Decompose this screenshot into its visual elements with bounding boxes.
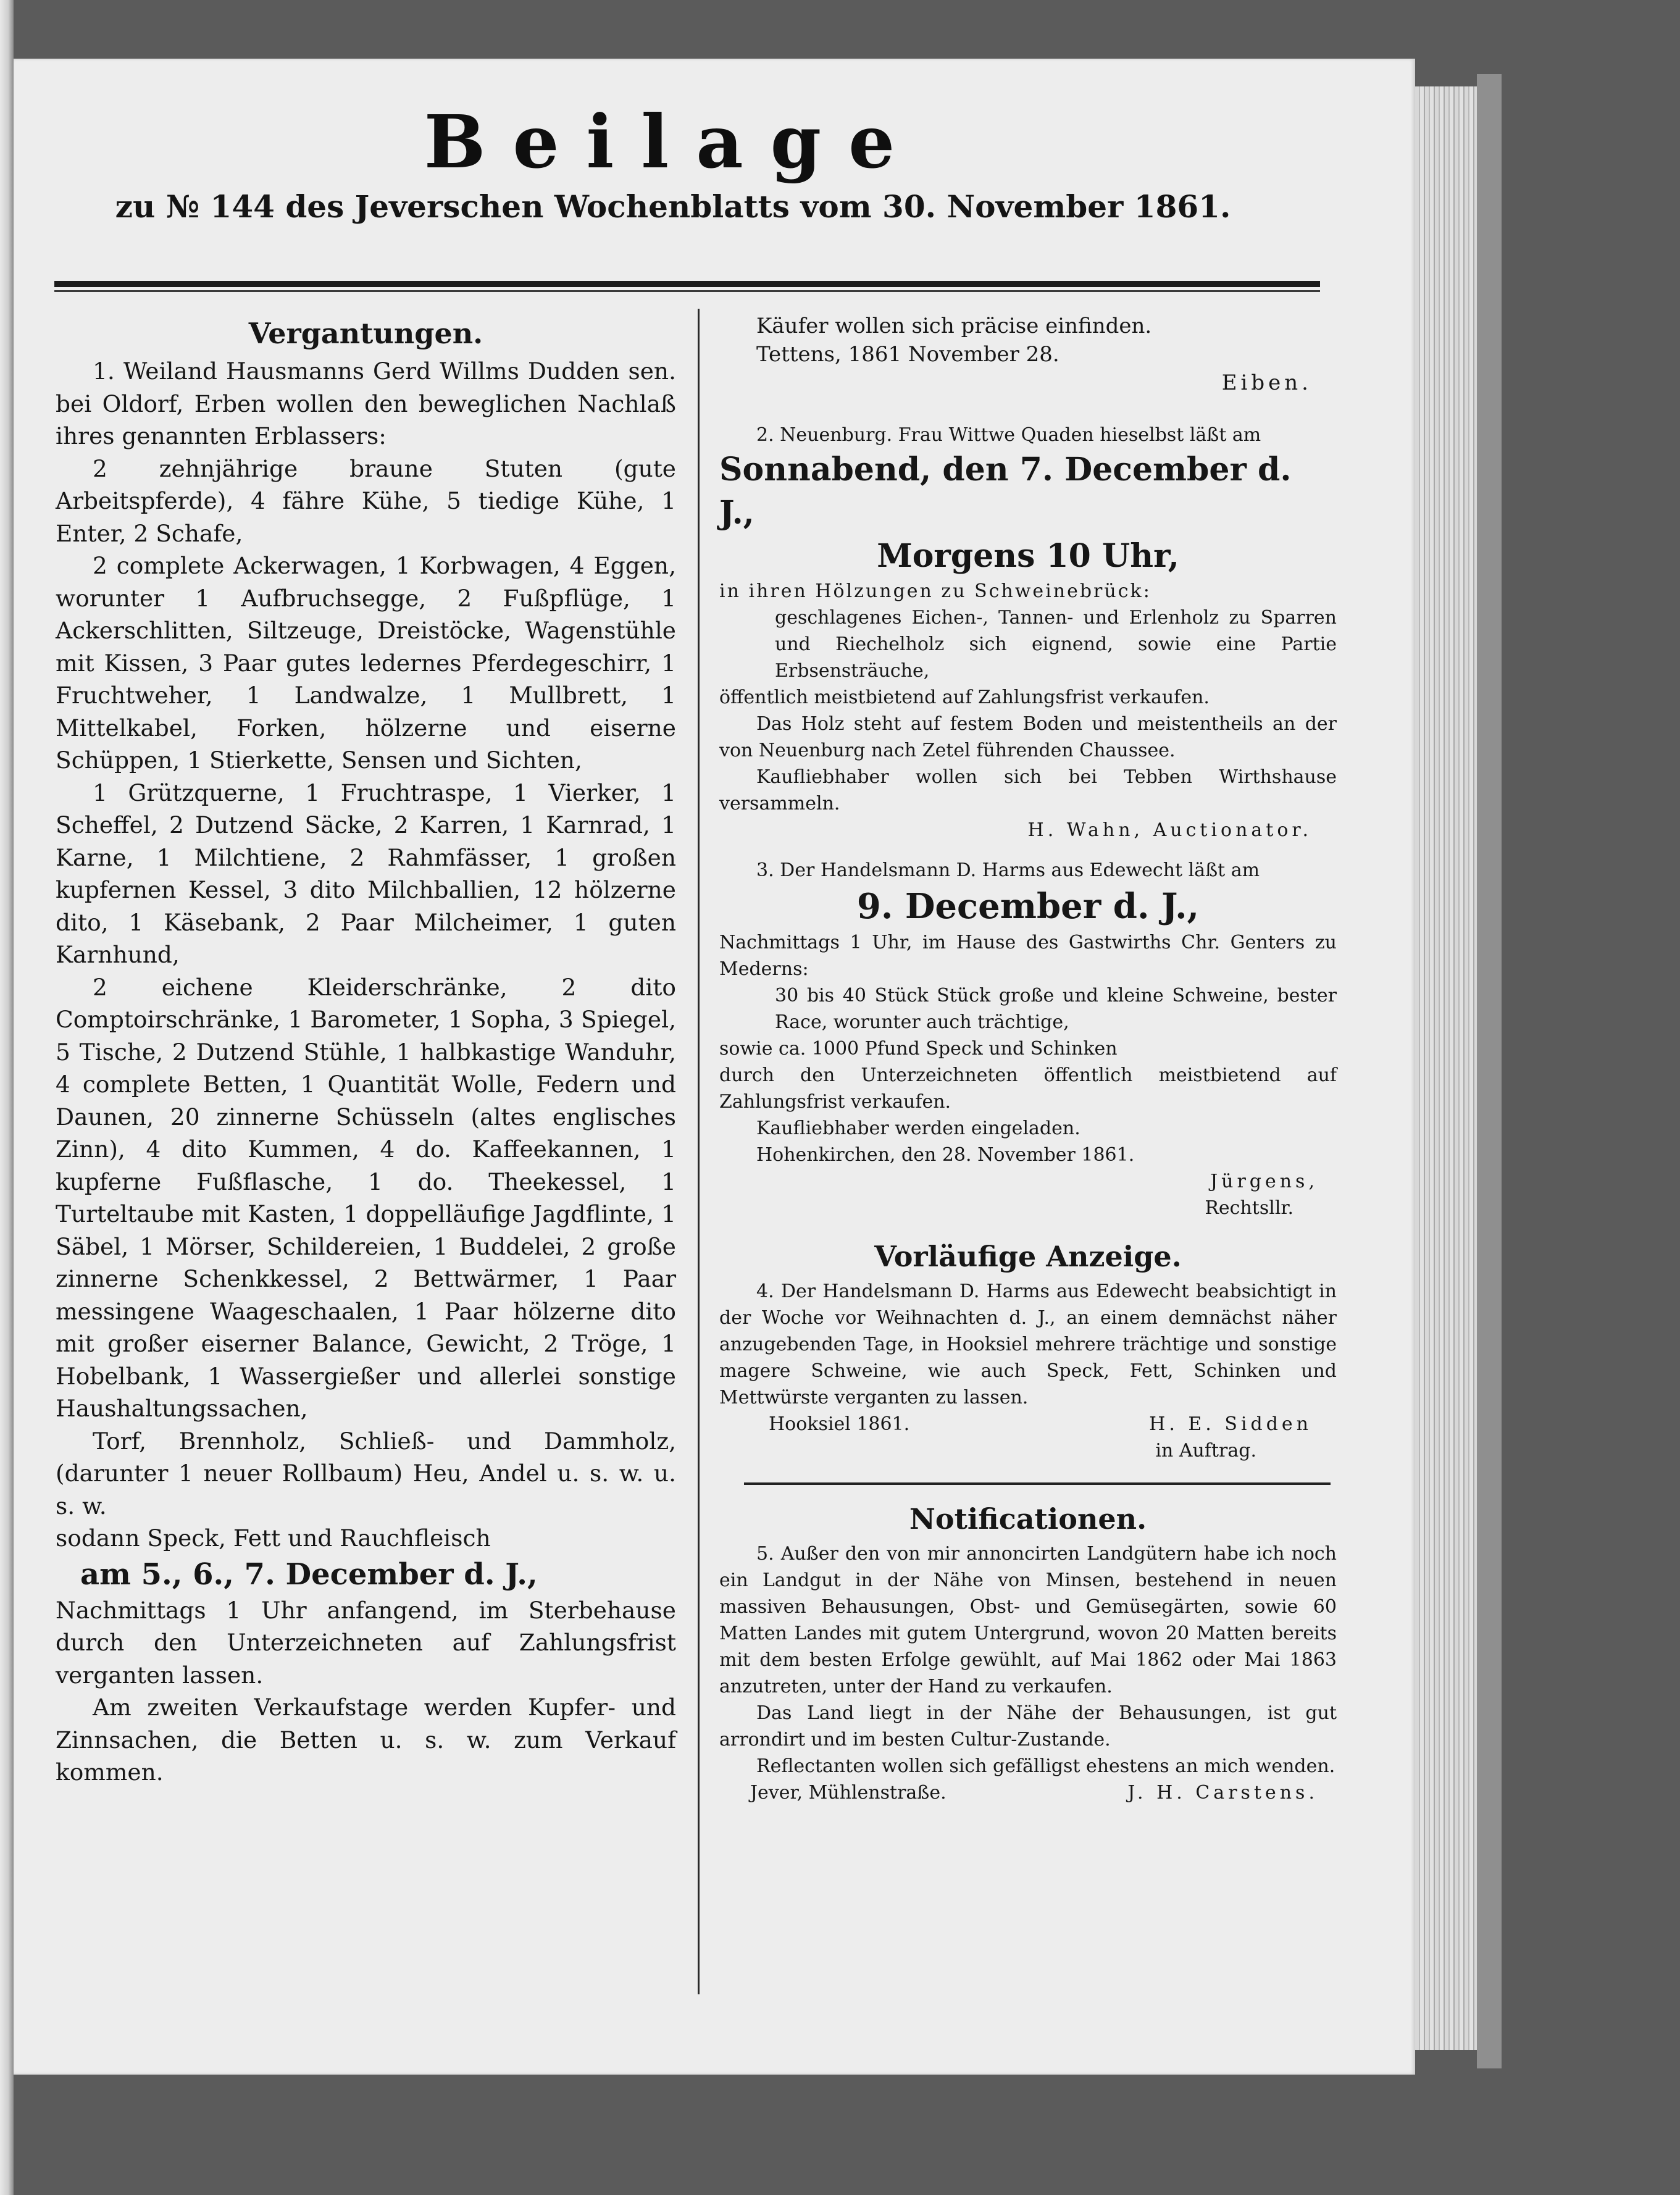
notice-2-meeting-note: Kaufliebhaber wollen sich bei Tebben Wirthshause versammeln.: [719, 766, 1337, 814]
page-subtitle: zu № 144 des Jeverschen Wochenblatts vom 30. November 1861.: [115, 188, 1231, 225]
notice-2-time: Morgens 10 Uhr,: [877, 537, 1179, 575]
notice-2-wood-note: Das Holz steht auf festem Boden und meistentheils an der von Neuenburg nach Zetel führenden Chaussee.: [719, 713, 1337, 761]
header-rule-thin: [54, 290, 1320, 292]
notice-3-intro: 3. Der Handelsmann D. Harms aus Edewecht läßt am: [756, 859, 1260, 881]
notice-2-date: Sonnabend, den 7. December d. J.,: [719, 451, 1292, 532]
notice-5-text: 5. Außer den von mir annoncirten Landgütern habe ich noch ein Landgut in der Nähe von Minsen, bestehend in neuen massiven Behausungen, Obst- und Gemüsegärten, sowie 60 Matten Landes mit gutem Untergrund, wovon 20 Matten bereits mit dem besten Erfolge gewühlt, auf Mai 1862 oder Mai 1863 anzutreten, unter der Hand zu verkaufen.: [719, 1543, 1337, 1697]
notice-3-signature-name: Jürgens,: [1210, 1171, 1318, 1192]
notice-3-place-date: Hohenkirchen, den 28. November 1861.: [756, 1144, 1135, 1166]
book-cover-edge: [1477, 74, 1502, 2068]
notice-3-items: 30 bis 40 Stück Stück große und kleine Schweine, bester Race, worunter auch trächtige,: [775, 985, 1337, 1033]
notice-5-signature: J. H. Carstens.: [1127, 1782, 1318, 1804]
notice-4-signature-name: H. E. Sidden: [1149, 1413, 1312, 1435]
notice-1-intro: 1. Weiland Hausmanns Gerd Willms Dudden sen. bei Oldorf, Erben wollen den beweglichen Nachlaß ihres genannten Erblassers:: [56, 357, 676, 449]
spacer: [719, 843, 1337, 857]
section-heading-notificationen: Notificationen.: [909, 1502, 1147, 1536]
page-title: Beilage: [424, 99, 922, 185]
notice-1-continuation: Käufer wollen sich präcise einfinden.: [756, 314, 1152, 338]
masthead: [0, 99, 1346, 228]
section-heading-vorlaeufige-anzeige: Vorläufige Anzeige.: [874, 1240, 1182, 1273]
notice-4-text: 4. Der Handelsmann D. Harms aus Edewecht beabsichtigt in der Woche vor Weihnachten d. J., an einem demnächst näher anzugebenden Tage, in Hooksiel mehrere trächtige und sonstige magere Schweine, wie auch Speck, Fett, Schinken und Mettwürste verganten zu lassen.: [719, 1281, 1337, 1408]
notice-5-place: Jever, Mühlenstraße.: [750, 1782, 947, 1804]
notice-5-land-note: Das Land liegt in der Nähe der Behausungen, ist gut arrondirt und im besten Cultur-Zustande.: [719, 1702, 1337, 1750]
notice-2-intro: 2. Neuenburg. Frau Wittwe Quaden hieselbst läßt am: [756, 424, 1261, 446]
notice-1-smoked-goods: sodann Speck, Fett und Rauchfleisch: [56, 1524, 491, 1552]
notice-3-date: 9. December d. J.,: [856, 886, 1200, 927]
notice-1-place-date: Tettens, 1861 November 28.: [756, 342, 1059, 367]
notice-1-list-farm-equipment: 2 complete Ackerwagen, 1 Korbwagen, 4 Eggen, worunter 1 Aufbruchsegge, 2 Fußpflüge, 1 Ackerschlitten, Siltzeuge, Dreistöcke, Wagenstühle mit Kissen, 3 Paar gutes ledernes Pferdegeschirr, 1 Fruchtweher, 1 Landwalze, 1 Mullbrett, 1 Mittelkabel, Forken, hölzerne und eiserne Schüppen, 1 Stierkette, Sensen und Sichten,: [56, 552, 676, 774]
notice-1-list-dairy: 1 Grützquerne, 1 Fruchtraspe, 1 Vierker, 1 Scheffel, 2 Dutzend Säcke, 2 Karren, 1 Karnrad, 1 Karne, 1 Milchtiene, 2 Rahmfässer, 1 großen kupfernen Kessel, 3 dito Milchballien, 12 hölzerne dito, 1 Käsebank, 2 Paar Milcheimer, 1 guten Karnhund,: [56, 779, 676, 968]
notice-1-list-fuel: Torf, Brennholz, Schließ- und Dammholz, (darunter 1 neuer Rollbaum) Heu, Andel u. s. w. u. s. w.: [56, 1427, 676, 1520]
notice-1-list-household: 2 eichene Kleiderschränke, 2 dito Comptoirschränke, 1 Barometer, 1 Sopha, 3 Spiegel, 5 Tische, 2 Dutzend Stühle, 1 halbkastige Wanduhr, 4 complete Betten, 1 Quantität Wolle, Federn und Daunen, 20 zinnerne Schüsseln (altes englisches Zinn), 4 dito Kummen, 4 do. Kaffeekannen, 1 kupferne Fußflasche, 1 do. Theekessel, 1 Turteltaube mit Kasten, 1 doppelläufige Jagdflinte, 1 Säbel, 1 Mörser, Schildereien, 1 Buddelei, 2 große zinnerne Schenkkessel, 2 Bettwärmer, 1 Paar messingene Waageschaalen, 1 Paar hölzerne dito mit großer eiserner Balance, Gewicht, 2 Tröge, 1 Hobelbank, 1 Wassergießer und allerlei sonstige Haushaltungssachen,: [56, 973, 676, 1422]
notice-2-items: geschlagenes Eichen-, Tannen- und Erlenholz zu Sparren und Riechelholz sich eignend, sowie eine Partie Erbsensträuche,: [775, 607, 1337, 682]
notice-3-time-place: Nachmittags 1 Uhr, im Hause des Gastwirths Chr. Genters zu Mederns:: [719, 932, 1337, 980]
right-column: [719, 312, 1337, 1806]
section-heading-vergantungen: Vergantungen.: [248, 317, 483, 350]
notice-3-signature-title: Rechtsllr.: [1205, 1197, 1293, 1219]
notice-1-dates: am 5., 6., 7. December d. J.,: [80, 1557, 538, 1592]
section-divider-rule: [744, 1482, 1331, 1485]
spacer: [719, 397, 1337, 422]
notice-3-sale-terms: durch den Unterzeichneten öffentlich meistbietend auf Zahlungsfrist verkaufen.: [719, 1064, 1337, 1113]
notice-5-footer: [719, 1779, 1337, 1806]
notice-1-signature: Eiben.: [1221, 370, 1312, 395]
column-divider: [698, 309, 700, 1994]
spacer: [719, 1221, 1337, 1235]
book-page-edges: [1415, 86, 1477, 2050]
notice-4-signature-title: in Auftrag.: [1155, 1440, 1256, 1461]
notice-2-sale-terms: öffentlich meistbietend auf Zahlungsfrist verkaufen.: [719, 687, 1210, 708]
notice-1-list-livestock: 2 zehnjährige braune Stuten (gute Arbeitspferde), 4 fähre Kühe, 5 tiedige Kühe, 1 Enter, 2 Schafe,: [56, 454, 676, 547]
notice-2-location: in ihren Hölzungen zu Schweinebrück:: [719, 580, 1151, 602]
notice-1-time-place: Nachmittags 1 Uhr anfangend, im Sterbehause durch den Unterzeichneten auf Zahlungsfrist verganten lassen.: [56, 1596, 676, 1689]
left-column: [56, 312, 676, 1789]
notice-2-signature: H. Wahn, Auctionator.: [1027, 819, 1312, 841]
scan-left-edge: [0, 0, 14, 2195]
notice-5-contact-note: Reflectanten wollen sich gefälligst ehestens an mich wenden.: [756, 1755, 1335, 1777]
notice-4-place: Hooksiel 1861.: [769, 1413, 910, 1435]
notice-3-invitation: Kaufliebhaber werden eingeladen.: [756, 1118, 1080, 1139]
header-rule-thick: [54, 281, 1320, 287]
notice-1-second-day: Am zweiten Verkaufstage werden Kupfer- und Zinnsachen, die Betten u. s. w. zum Verkauf kommen.: [56, 1694, 676, 1786]
notice-4-footer: [719, 1411, 1337, 1437]
notice-3-items-2: sowie ca. 1000 Pfund Speck und Schinken: [719, 1038, 1118, 1060]
